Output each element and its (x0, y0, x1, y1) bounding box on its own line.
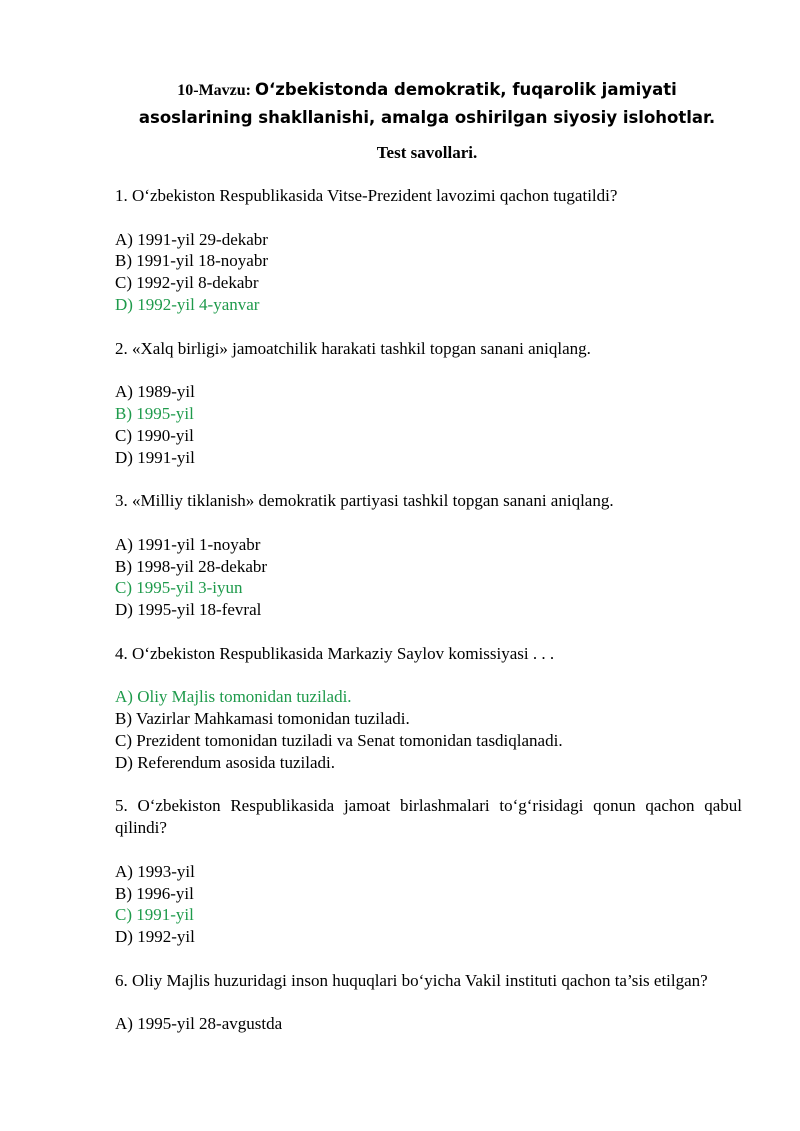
answer-options (115, 229, 742, 316)
page-subtitle: Test savollari. (376, 143, 478, 162)
answer-option: C) 1992-yil 8-dekabr (115, 273, 259, 293)
answer-options (115, 381, 742, 468)
answer-option-correct: A) Oliy Majlis tomonidan tuziladi. (115, 687, 352, 707)
answer-option: A) 1991-yil 1-noyabr (115, 534, 261, 554)
answer-option-correct: B) 1995-yil (115, 403, 194, 423)
page-title (100, 76, 754, 132)
question-text: 2. «Xalq birligi» jamoatchilik harakati tashkil topgan sanani aniqlang. (115, 338, 591, 358)
answer-option: B) Vazirlar Mahkamasi tomonidan tuziladi. (115, 709, 410, 729)
answer-option: A) 1995-yil 28-avgustda (115, 1014, 283, 1034)
answer-option: B) 1991-yil 18-noyabr (115, 251, 268, 271)
question-text: 4. O‘zbekiston Respublikasida Markaziy Saylov komissiyasi . . . (115, 643, 555, 663)
question-text: 6. Oliy Majlis huzuridagi inson huquqlari bo‘yicha Vakil instituti qachon ta’sis etilgan? (115, 970, 708, 990)
answer-option: D) Referendum asosida tuziladi. (115, 752, 335, 772)
answer-option: C) Prezident tomonidan tuziladi va Senat tomonidan tasdiqlanadi. (115, 730, 563, 750)
answer-option-correct: D) 1992-yil 4-yanvar (115, 294, 260, 314)
question-text: 3. «Milliy tiklanish» demokratik partiyasi tashkil topgan sanani aniqlang. (115, 491, 614, 511)
question-list (115, 185, 742, 1057)
answer-option: A) 1993-yil (115, 861, 195, 881)
answer-options (115, 1013, 742, 1035)
answer-options (115, 686, 742, 773)
answer-option: D) 1992-yil (115, 927, 195, 947)
answer-option: D) 1995-yil 18-fevral (115, 600, 262, 620)
answer-option: B) 1996-yil (115, 883, 194, 903)
topic-label: 10-Mavzu: (177, 82, 251, 99)
answer-option-correct: C) 1995-yil 3-iyun (115, 578, 243, 598)
answer-option: A) 1991-yil 29-dekabr (115, 229, 268, 249)
topic-title-line1: O‘zbekistonda demokratik, fuqarolik jamiyati (255, 80, 677, 99)
answer-options (115, 861, 742, 948)
answer-option: A) 1989-yil (115, 382, 195, 402)
answer-option: D) 1991-yil (115, 447, 195, 467)
answer-option: B) 1998-yil 28-dekabr (115, 556, 268, 576)
answer-options (115, 534, 742, 621)
question-text: 5. O‘zbekiston Respublikasida jamoat birlashmalari to‘g‘risidagi qonun qachon qabul qilindi? (115, 796, 742, 838)
answer-option: C) 1990-yil (115, 425, 194, 445)
question-text: 1. O‘zbekiston Respublikasida Vitse-Prezident lavozimi qachon tugatildi? (115, 186, 618, 205)
answer-option-correct: C) 1991-yil (115, 905, 194, 925)
topic-title-line2: asoslarining shakllanishi, amalga oshirilgan siyosiy islohotlar. (138, 108, 716, 127)
